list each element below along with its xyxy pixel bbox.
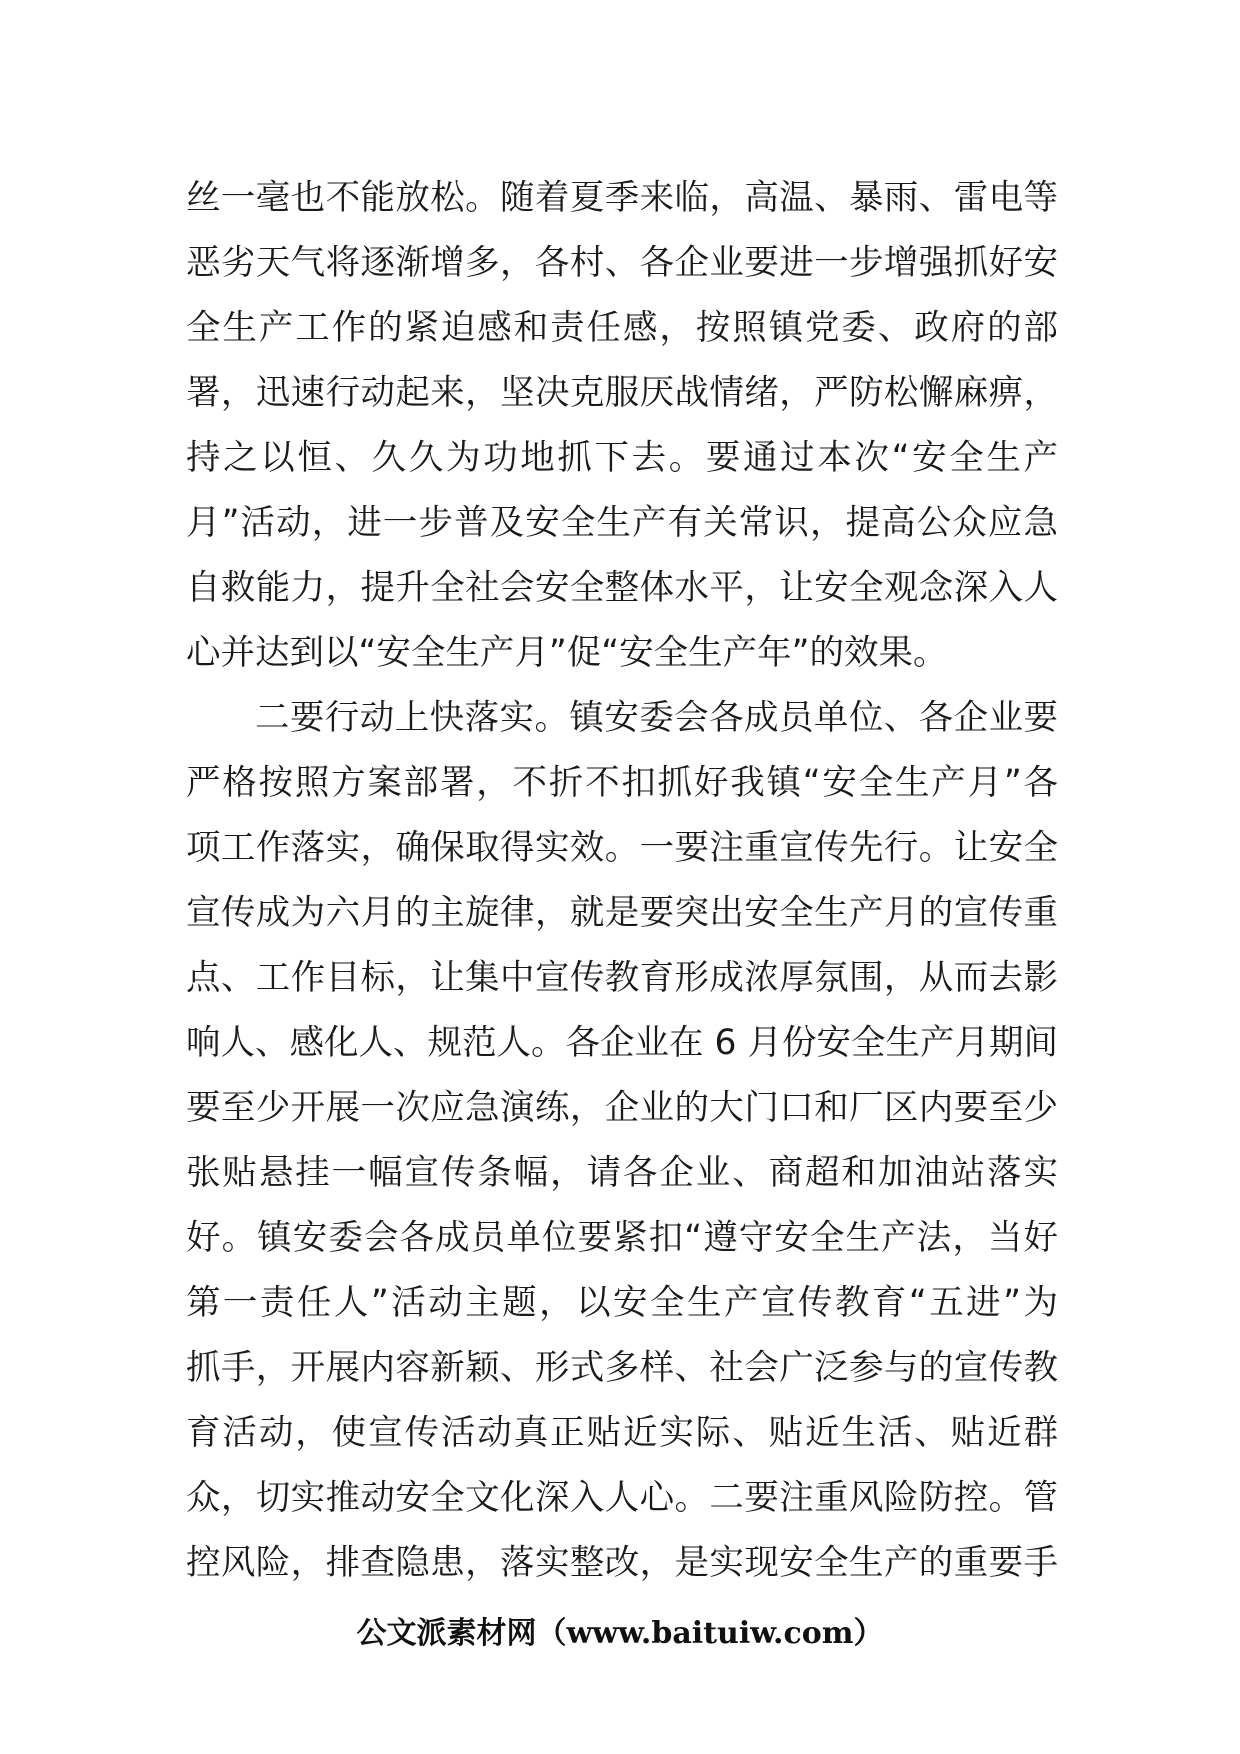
text-line: 丝一毫也不能放松。随着夏季来临，高温、暴雨、雷电等 [186,178,1058,218]
text-line: 抓手，开展内容新颖、形式多样、社会广泛参与的宣传教 [186,1348,1058,1388]
text-line: 第一责任人”活动主题，以安全生产宣传教育“五进”为 [186,1283,1058,1323]
text-line: 严格按照方案部署，不折不扣抓好我镇“安全生产月”各 [186,763,1058,803]
text-line: 全生产工作的紧迫感和责任感，按照镇党委、政府的部 [186,308,1058,348]
text-line: 众，切实推动安全文化深入人心。二要注重风险防控。管 [186,1478,1058,1518]
text-line: 持之以恒、久久为功地抓下去。要通过本次“安全生产 [186,438,1058,478]
text-line: 育活动，使宣传活动真正贴近实际、贴近生活、贴近群 [186,1413,1058,1453]
text-line: 自救能力，提升全社会安全整体水平，让安全观念深入人 [186,568,1058,608]
text-line: 宣传成为六月的主旋律，就是要突出安全生产月的宣传重 [186,893,1058,933]
text-line: 恶劣天气将逐渐增多，各村、各企业要进一步增强抓好安 [186,243,1058,283]
text-line: 响人、感化人、规范人。各企业在 6 月份安全生产月期间 [186,1023,1058,1063]
text-line: 署，迅速行动起来，坚决克服厌战情绪，严防松懈麻痹， [186,373,1058,413]
text-line: 项工作落实，确保取得实效。一要注重宣传先行。让安全 [186,828,1058,868]
document-body [186,166,1058,1596]
text-line: 要至少开展一次应急演练，企业的大门口和厂区内要至少 [186,1088,1058,1128]
paragraph-start-line: 二要行动上快落实。镇安委会各成员单位、各企业要 [255,698,1058,738]
text-line: 点、工作目标，让集中宣传教育形成浓厚氛围，从而去影 [186,958,1058,998]
text-line: 月”活动，进一步普及安全生产有关常识，提高公众应急 [186,503,1058,543]
text-line: 好。镇安委会各成员单位要紧扣“遵守安全生产法，当好 [186,1218,1058,1258]
page-footer-watermark: 公文派素材网（www.baituiw.com） [356,1616,884,1651]
text-line: 控风险，排查隐患，落实整改，是实现安全生产的重要手 [186,1543,1058,1583]
text-line: 心并达到以“安全生产月”促“安全生产年”的效果。 [186,633,948,673]
text-line: 张贴悬挂一幅宣传条幅，请各企业、商超和加油站落实 [186,1153,1058,1193]
